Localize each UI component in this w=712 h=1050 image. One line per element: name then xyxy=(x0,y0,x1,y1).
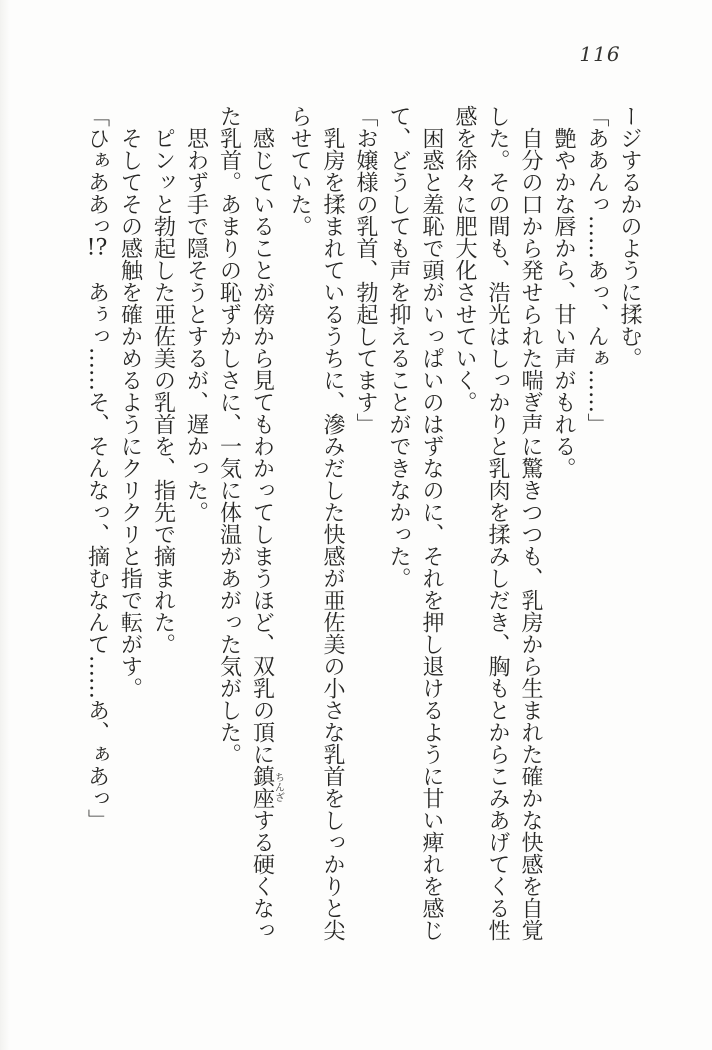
paragraph-9: 思わず手で隠そうとするが、遅かった。 xyxy=(183,127,209,523)
paragraph-4: 自分の口から発せられた喘ぎ声に驚きつつも、乳房から生まれた確かな快感を自覚した。その間も、浩光はしっかりと乳肉を揉みしだき、胸もとからこみあげてくる性感を徐々に肥大化させていく。 xyxy=(452,105,543,941)
paragraph-11: そしてその感触を確かめるようにクリクリと指で転がす。 xyxy=(117,127,143,699)
paragraph-8: 感じていることが傍から見てもわかってしまうほど、双乳の頂に鎮座ちんざする硬くなった乳首。あまりの恥ずかしさに、一気に体温があがった気がした。 xyxy=(216,105,284,941)
paragraph-5: 困惑と羞恥で頭がいっぱいのはずなのに、それを押し退けるように甘い痺れを感じて、どうしても声を抑えることができなかった。 xyxy=(386,105,444,941)
ruby-annotated-word: 鎮座ちんざ xyxy=(249,765,284,809)
paragraph-6: 「お嬢様の乳首、勃起してます」 xyxy=(353,105,378,435)
paragraph-2: 「ああんっ……あっ、んぁ……」 xyxy=(584,105,609,435)
page-number: 116 xyxy=(579,42,621,66)
paragraph-7: 乳房を揉まれているうちに、滲みだした快感が亜佐美の小さな乳首をしっかりと尖らせていた。 xyxy=(287,105,345,941)
paragraph-3: 艶やかな唇から、甘い声がもれる。 xyxy=(551,127,576,479)
tate-chu-yoko-exclamation: !? xyxy=(86,237,108,259)
novel-text xyxy=(84,105,646,943)
paragraph-10: ピンッと勃起した亜佐美の乳首を、指先で摘まれた。 xyxy=(150,127,176,655)
furigana: ちんざ xyxy=(272,765,284,809)
paragraph-12: 「ひぁああっ!? あぅっ……そ、そんなっ、摘むなんて……あ、ぁあっ」 xyxy=(84,105,110,831)
paragraph-1: ージするかのように揉む。 xyxy=(617,105,642,369)
